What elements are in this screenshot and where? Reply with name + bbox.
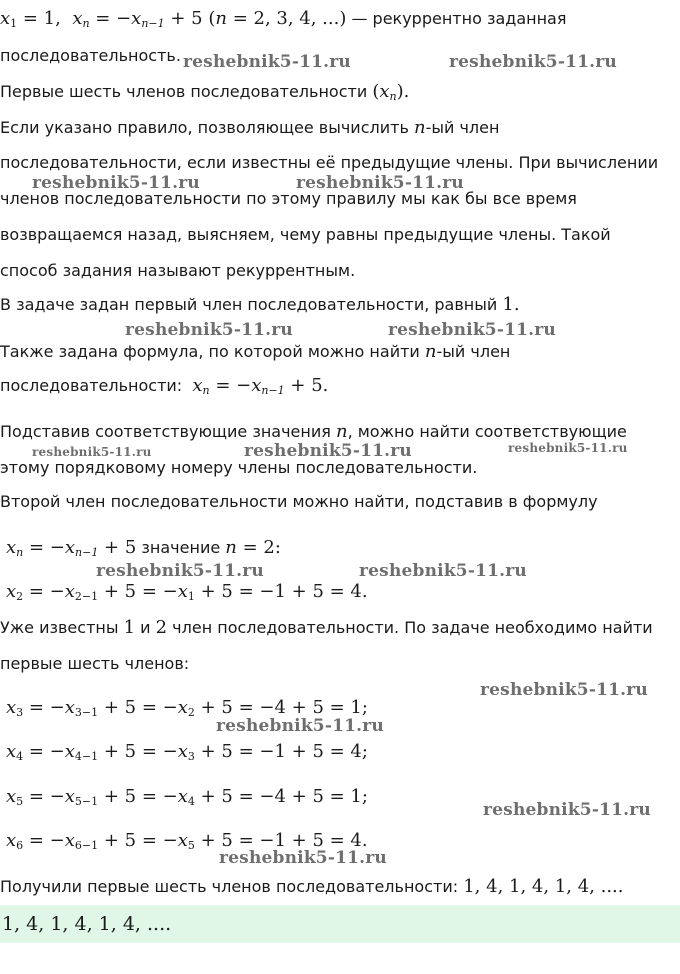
x4-equation: x4 = −x4−1 + 5 = −x3 + 5 = −1 + 5 = 4;: [6, 741, 368, 763]
formula-intro-line: Также задана формула, по которой можно найти n-ый член: [0, 341, 511, 362]
explain-line-4: возвращаемся назад, выясняем, чему равны предыдущие члены. Такой: [0, 225, 611, 244]
first-term-line: В задаче задан первый член последовательности, равный 1.: [0, 294, 520, 315]
result-line: Получили первые шесть членов последовательности: 1, 4, 1, 4, 1, 4, ....: [0, 876, 624, 897]
substitute-line-1: Подставив соответствующие значения n, можно найти соответствующие: [0, 421, 627, 442]
explain-line-3: членов последовательности по этому правилу мы как бы все время: [0, 189, 577, 208]
watermark: reshebnik5-11.ru: [388, 320, 556, 340]
second-intro-line: Второй член последовательности можно найти, подставив в формулу: [0, 492, 598, 511]
explain-line-2: последовательности, если известны её предыдущие члены. При вычислении: [0, 153, 659, 172]
second-formula-line: $x_n = -x_{n-1} + 5$ значение n = 2:: [6, 537, 281, 559]
watermark: reshebnik5-11.ru: [96, 561, 264, 581]
formula-line: последовательности: $x_n = -x_{n-1} + 5$.: [0, 375, 329, 397]
x2-equation: x2 = −x2−1 + 5 = −x1 + 5 = −1 + 5 = 4.: [6, 581, 368, 603]
x6-equation: x6 = −x6−1 + 5 = −x5 + 5 = −1 + 5 = 4.: [6, 830, 368, 852]
x3-equation: x3 = −x3−1 + 5 = −x2 + 5 = −4 + 5 = 1;: [6, 697, 368, 719]
watermark: reshebnik5-11.ru: [483, 800, 651, 820]
intro-suffix: — рекуррентно заданная: [346, 9, 567, 28]
watermark: reshebnik5-11.ru: [32, 173, 200, 193]
watermark: reshebnik5-11.ru: [244, 441, 412, 461]
substitute-line-2: этому порядковому номеру члены последовательности.: [0, 458, 478, 477]
watermark: reshebnik5-11.ru: [296, 173, 464, 193]
watermark: reshebnik5-11.ru: [219, 848, 387, 868]
watermark: reshebnik5-11.ru: [449, 52, 617, 72]
watermark: reshebnik5-11.ru: [183, 52, 351, 72]
task-line: Первые шесть членов последовательности $(x_n)$.: [0, 81, 410, 103]
intro-line-2: последовательность.: [0, 46, 181, 65]
explain-line-1: Если указано правило, позволяющее вычислить n-ый член: [0, 117, 500, 138]
answer-box: [0, 905, 680, 943]
known-line-2: первые шесть членов:: [0, 654, 190, 673]
recurrence-formula: x1 = 1, $x_n = -x_{n-1} + 5$ (n = 2, 3, 4, ...): [0, 8, 347, 30]
watermark: reshebnik5-11.ru: [480, 680, 648, 700]
intro-line: [0, 9, 566, 34]
watermark: reshebnik5-11.ru: [32, 445, 152, 459]
explain-line-5: способ задания называют рекуррентным.: [0, 261, 356, 280]
task-symbol: $(x_n)$.: [372, 81, 410, 103]
known-line: Уже известны 1 и 2 член последовательности. По задаче необходимо найти: [0, 617, 653, 638]
watermark: reshebnik5-11.ru: [508, 441, 628, 455]
answer-value: 1, 4, 1, 4, 1, 4, ....: [2, 913, 172, 935]
watermark: reshebnik5-11.ru: [216, 716, 384, 736]
x5-equation: x5 = −x5−1 + 5 = −x4 + 5 = −4 + 5 = 1;: [6, 786, 368, 808]
watermark: reshebnik5-11.ru: [359, 561, 527, 581]
watermark: reshebnik5-11.ru: [125, 320, 293, 340]
